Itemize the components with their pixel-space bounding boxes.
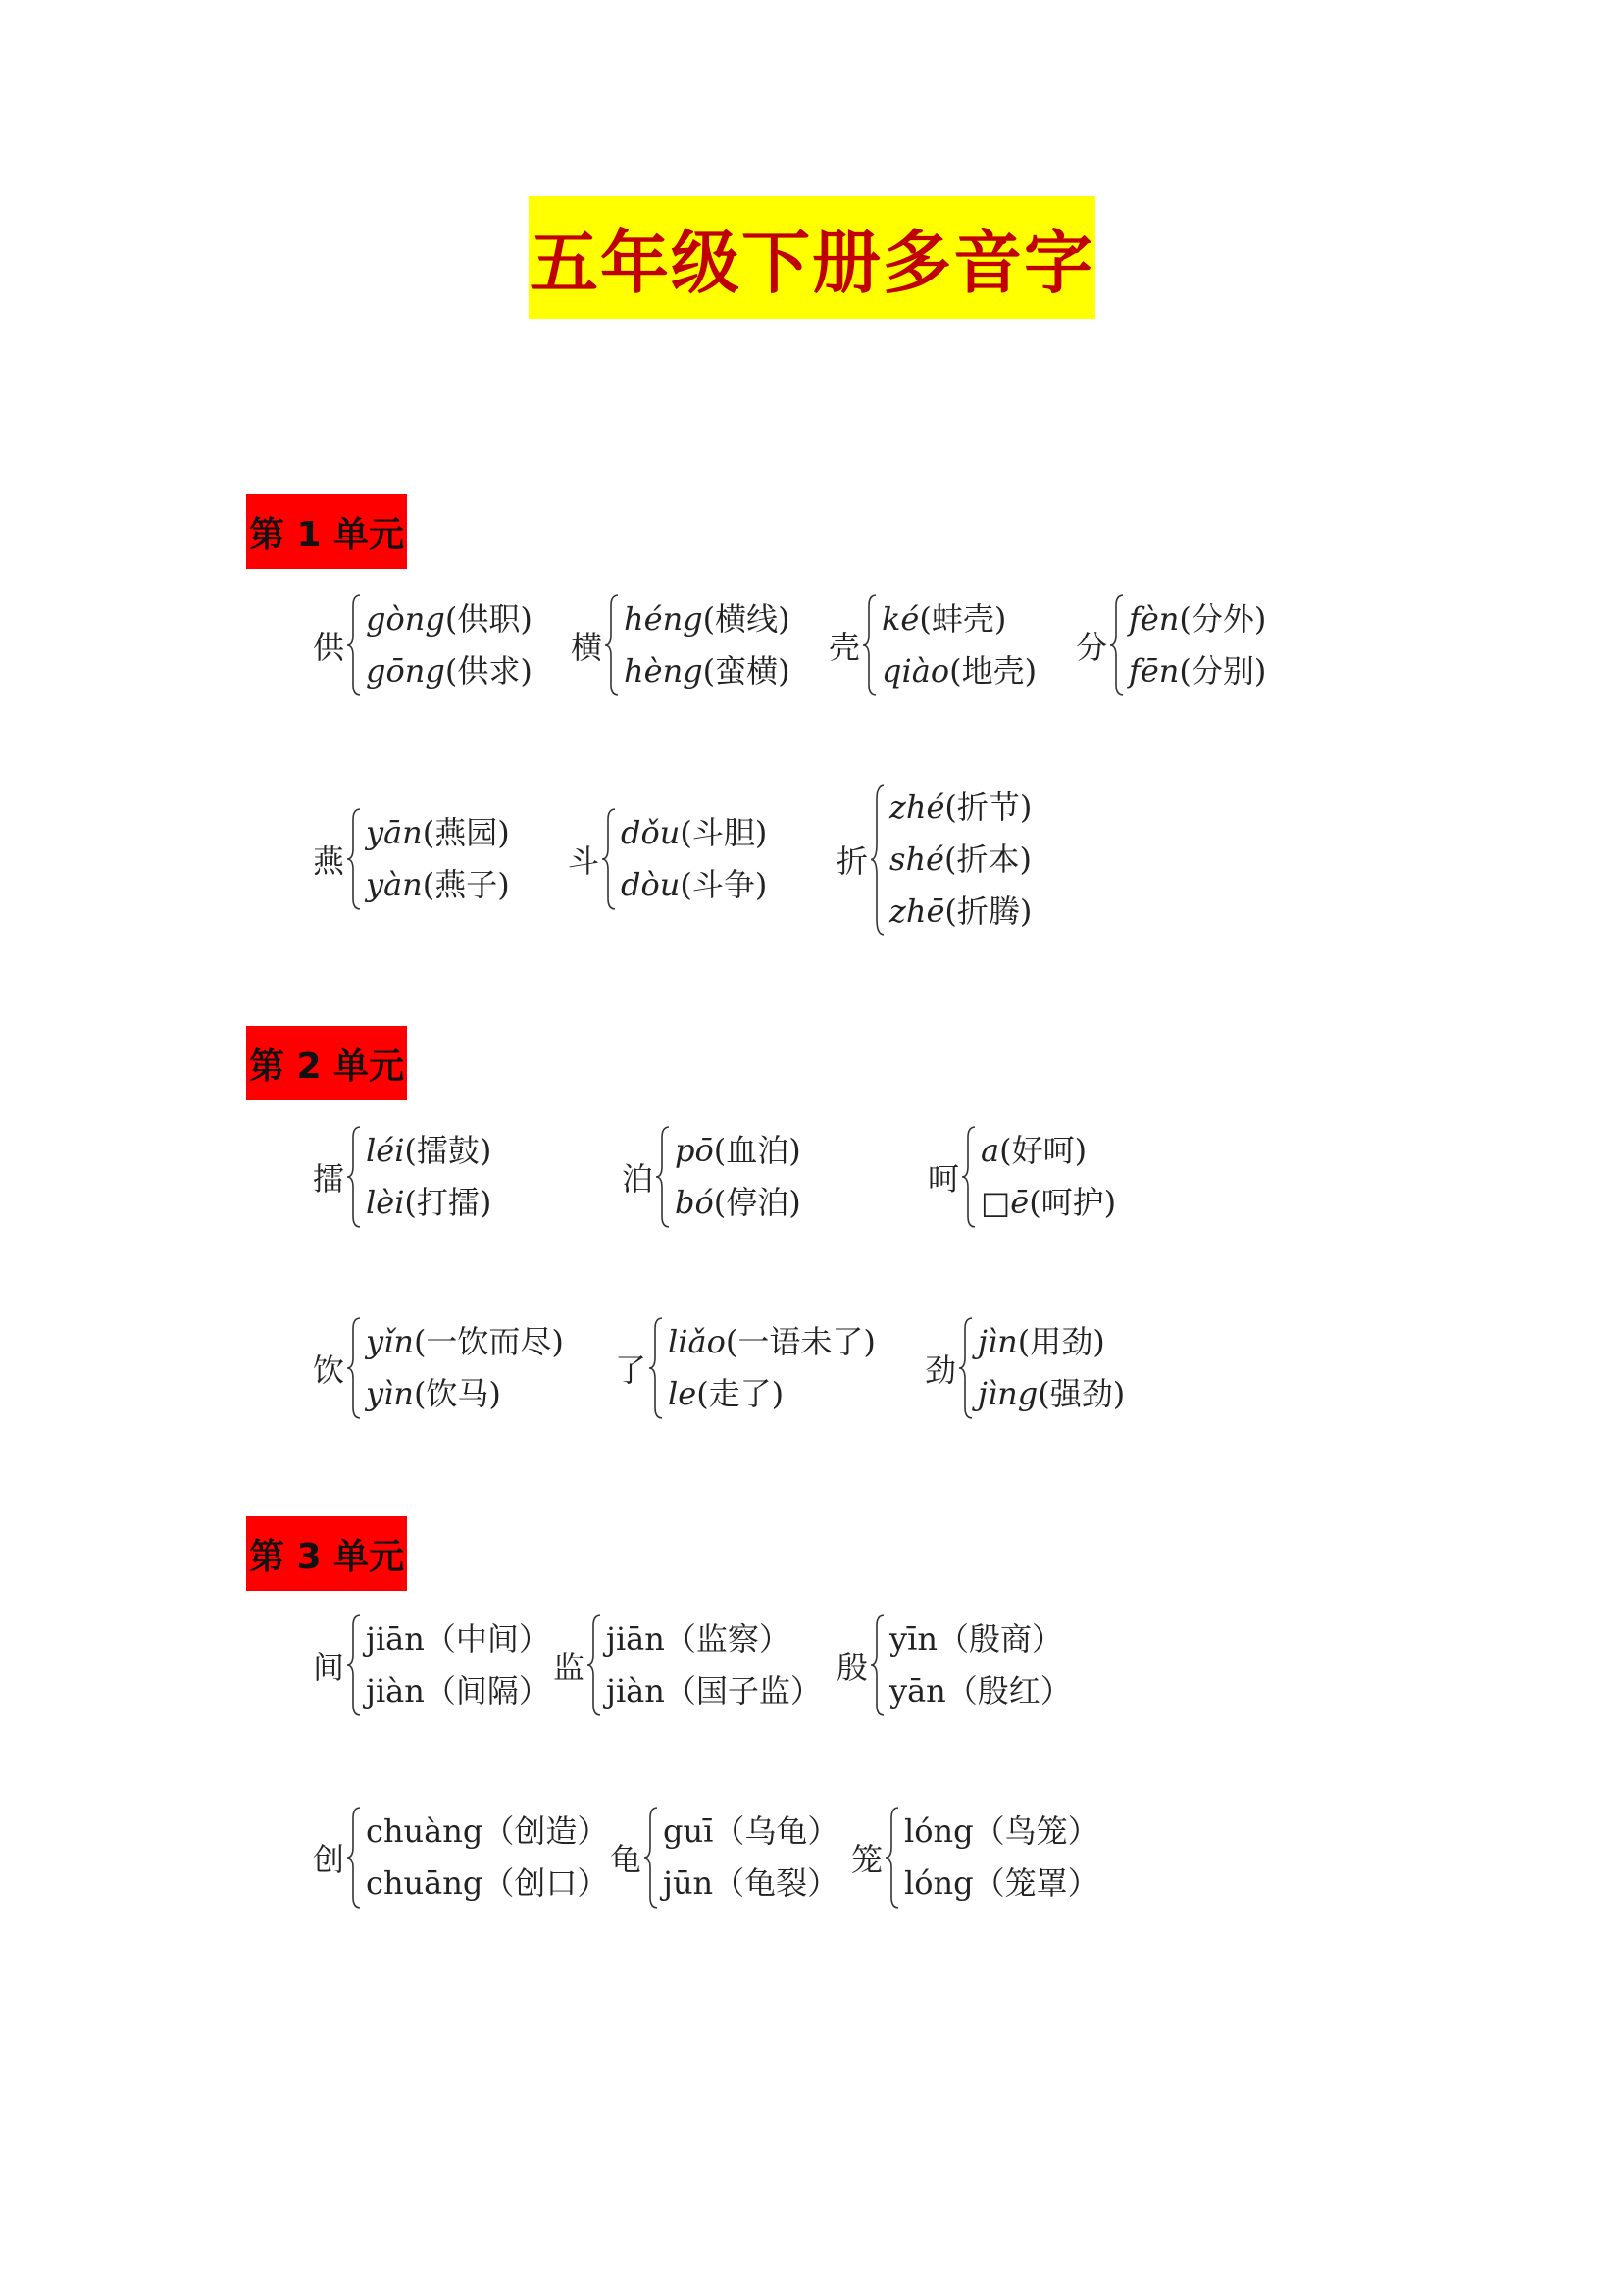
brace-icon — [346, 807, 362, 911]
pinyin: □ē — [981, 1184, 1030, 1221]
brace-icon — [1109, 593, 1125, 697]
example-word: （间隔） — [424, 1672, 550, 1709]
readings-list — [889, 782, 1032, 938]
readings-list — [621, 807, 767, 911]
brace-icon — [655, 1125, 671, 1229]
polyphone-char: 擂 — [313, 1160, 345, 1198]
reading-item — [981, 1177, 1116, 1229]
polyphone-group — [837, 782, 1032, 938]
polyphone-group — [313, 593, 533, 697]
polyphone-group — [851, 1806, 1099, 1910]
brace-icon — [601, 807, 617, 911]
pinyin: dǒu — [621, 814, 681, 851]
polyphone-group — [313, 1316, 564, 1420]
reading-item — [904, 1806, 1099, 1858]
example-word: (停泊) — [713, 1184, 801, 1221]
reading-item — [624, 645, 790, 697]
pinyin: yān — [366, 814, 423, 851]
readings-list — [366, 1806, 608, 1910]
reading-item — [663, 1806, 838, 1858]
pinyin: zhē — [889, 892, 945, 930]
example-word: (呵护) — [1029, 1184, 1117, 1221]
reading-item — [366, 593, 533, 645]
polyphone-group — [928, 1125, 1116, 1229]
pinyin: zhé — [889, 788, 945, 826]
pinyin: hèng — [624, 652, 703, 689]
pinyin: le — [668, 1375, 697, 1412]
example-word: （龟裂） — [713, 1864, 839, 1902]
reading-item — [882, 645, 1037, 697]
polyphone-group — [610, 1806, 838, 1910]
polyphone-group — [313, 1125, 491, 1229]
pinyin: bó — [675, 1184, 714, 1221]
polyphone-group — [622, 1125, 801, 1229]
polyphone-char: 泊 — [622, 1160, 654, 1198]
polyphone-char: 折 — [837, 842, 869, 880]
example-word: (斗胆) — [680, 814, 768, 851]
reading-item — [624, 593, 790, 645]
brace-icon — [961, 1125, 977, 1229]
example-word: (强劲) — [1038, 1375, 1126, 1412]
brace-icon — [604, 593, 620, 697]
polyphone-char: 壳 — [829, 629, 861, 666]
polyphone-char: 供 — [313, 629, 345, 666]
example-word: (折节) — [944, 788, 1033, 826]
reading-item — [366, 645, 533, 697]
pinyin: lóng — [904, 1812, 974, 1850]
readings-list — [663, 1806, 838, 1910]
pinyin: jūn — [663, 1864, 714, 1902]
example-word: (斗争) — [680, 866, 768, 903]
polyphone-group — [553, 1613, 822, 1717]
example-word: （殷商） — [937, 1620, 1063, 1658]
reading-item — [882, 593, 1037, 645]
reading-item — [904, 1858, 1099, 1910]
pinyin: ké — [882, 600, 920, 638]
pinyin: yǐn — [366, 1323, 414, 1360]
pinyin: jìng — [978, 1375, 1039, 1412]
readings-list — [668, 1316, 876, 1420]
reading-item — [366, 1177, 491, 1229]
brace-icon — [862, 593, 878, 697]
polyphone-char: 了 — [615, 1352, 647, 1389]
pinyin: jiàn — [366, 1672, 425, 1709]
reading-item — [366, 1858, 608, 1910]
pinyin: fèn — [1129, 600, 1180, 638]
example-word: (分别) — [1179, 652, 1267, 689]
polyphone-char: 分 — [1076, 629, 1108, 666]
readings-list — [1129, 593, 1266, 697]
polyphone-group — [313, 1613, 550, 1717]
reading-item — [366, 859, 510, 911]
reading-item — [366, 1125, 491, 1177]
pinyin: chuàng — [366, 1812, 483, 1850]
polyphone-group — [925, 1316, 1125, 1420]
pinyin: a — [981, 1132, 1000, 1169]
reading-item — [889, 834, 1032, 886]
example-word: (血泊) — [713, 1132, 801, 1169]
brace-icon — [870, 1613, 886, 1717]
pinyin: jìn — [978, 1323, 1018, 1360]
pinyin: yàn — [366, 866, 423, 903]
example-word: (燕子) — [422, 866, 510, 903]
pinyin: jiān — [606, 1620, 665, 1658]
brace-icon — [643, 1806, 659, 1910]
reading-item — [606, 1613, 822, 1665]
example-word: (用劲) — [1017, 1323, 1105, 1360]
readings-list — [366, 1316, 564, 1420]
example-word: (折本) — [943, 840, 1032, 878]
example-word: （创口） — [482, 1864, 609, 1902]
polyphone-char: 呵 — [928, 1160, 960, 1198]
example-word: (走了) — [696, 1375, 785, 1412]
reading-item — [675, 1125, 801, 1177]
example-word: （监察） — [664, 1620, 790, 1658]
pinyin: yīn — [889, 1620, 938, 1658]
pinyin: héng — [624, 600, 703, 638]
pinyin: léi — [366, 1132, 405, 1169]
brace-icon — [958, 1316, 974, 1420]
polyphone-char: 劲 — [925, 1352, 957, 1389]
polyphone-char: 笼 — [851, 1841, 884, 1878]
example-word: （国子监） — [664, 1672, 822, 1709]
pinyin: liǎo — [668, 1323, 726, 1360]
pinyin: fēn — [1129, 652, 1180, 689]
reading-item — [1129, 645, 1266, 697]
example-word: （创造） — [482, 1812, 609, 1850]
example-word: （鸟笼） — [973, 1812, 1099, 1850]
reading-item — [889, 1613, 1072, 1665]
polyphone-char: 监 — [553, 1649, 585, 1686]
reading-item — [366, 1806, 608, 1858]
example-word: （笼罩） — [973, 1864, 1099, 1902]
reading-item — [889, 1665, 1072, 1717]
polyphone-char: 龟 — [610, 1841, 642, 1878]
reading-item — [978, 1368, 1125, 1420]
brace-icon — [346, 1806, 362, 1910]
pinyin: shé — [889, 840, 944, 878]
brace-icon — [346, 1613, 362, 1717]
polyphone-char: 横 — [571, 629, 603, 666]
polyphone-group — [313, 807, 510, 911]
example-word: (一语未了) — [725, 1323, 876, 1360]
example-word: (供求) — [444, 652, 533, 689]
reading-item — [366, 1665, 550, 1717]
readings-list — [366, 1125, 491, 1229]
example-word: （殷红） — [945, 1672, 1072, 1709]
pinyin: pō — [675, 1132, 714, 1169]
brace-icon — [346, 1316, 362, 1420]
polyphone-group — [829, 593, 1037, 697]
example-word: (饮马) — [413, 1375, 501, 1412]
reading-item — [366, 1613, 550, 1665]
brace-icon — [885, 1806, 900, 1910]
example-word: (擂鼓) — [404, 1132, 492, 1169]
page-title: 五年级下册多音字 — [529, 196, 1095, 319]
readings-list — [675, 1125, 801, 1229]
reading-item — [668, 1368, 876, 1420]
reading-item — [606, 1665, 822, 1717]
example-word: (供职) — [444, 600, 533, 638]
reading-item — [621, 807, 767, 859]
example-word: (横线) — [702, 600, 790, 638]
reading-item — [366, 807, 510, 859]
polyphone-char: 创 — [313, 1841, 345, 1878]
reading-item — [889, 886, 1032, 938]
pinyin: yìn — [366, 1375, 414, 1412]
polyphone-group — [568, 807, 767, 911]
example-word: (燕园) — [422, 814, 510, 851]
example-word: （乌龟） — [713, 1812, 839, 1850]
readings-list — [366, 1613, 550, 1717]
pinyin: lèi — [366, 1184, 405, 1221]
polyphone-char: 斗 — [568, 842, 600, 880]
polyphone-char: 燕 — [313, 842, 345, 880]
reading-item — [978, 1316, 1125, 1368]
reading-item — [621, 859, 767, 911]
brace-icon — [346, 1125, 362, 1229]
polyphone-group — [1076, 593, 1266, 697]
example-word: (蛮横) — [702, 652, 790, 689]
readings-list — [366, 593, 533, 697]
example-word: (地壳) — [949, 652, 1038, 689]
readings-list — [978, 1316, 1125, 1420]
reading-item — [366, 1368, 564, 1420]
readings-list — [624, 593, 790, 697]
readings-list — [606, 1613, 822, 1717]
brace-icon — [586, 1613, 602, 1717]
example-word: (好呵) — [999, 1132, 1088, 1169]
reading-item — [981, 1125, 1116, 1177]
pinyin: dòu — [621, 866, 681, 903]
polyphone-group — [837, 1613, 1072, 1717]
pinyin: gòng — [366, 600, 445, 638]
unit-heading: 第 1 单元 — [246, 494, 407, 569]
example-word: (折腾) — [944, 892, 1033, 930]
pinyin: jiàn — [606, 1672, 665, 1709]
reading-item — [675, 1177, 801, 1229]
readings-list — [882, 593, 1037, 697]
polyphone-group — [615, 1316, 876, 1420]
pinyin: guī — [663, 1812, 714, 1850]
polyphone-group — [313, 1806, 608, 1910]
reading-item — [668, 1316, 876, 1368]
readings-list — [889, 1613, 1072, 1717]
unit-heading: 第 2 单元 — [246, 1026, 407, 1100]
pinyin: qiào — [882, 652, 950, 689]
brace-icon — [648, 1316, 664, 1420]
polyphone-group — [571, 593, 790, 697]
brace-icon — [346, 593, 362, 697]
reading-item — [366, 1316, 564, 1368]
example-word: (蚌壳) — [919, 600, 1007, 638]
polyphone-char: 殷 — [837, 1649, 869, 1686]
example-word: （中间） — [424, 1620, 550, 1658]
readings-list — [366, 807, 510, 911]
pinyin: lóng — [904, 1864, 974, 1902]
reading-item — [1129, 593, 1266, 645]
polyphone-char: 饮 — [313, 1352, 345, 1389]
pinyin: jiān — [366, 1620, 425, 1658]
example-word: (分外) — [1179, 600, 1267, 638]
pinyin: gōng — [366, 652, 445, 689]
brace-icon — [870, 782, 886, 938]
reading-item — [663, 1858, 838, 1910]
example-word: (一饮而尽) — [413, 1323, 564, 1360]
unit-heading: 第 3 单元 — [246, 1516, 407, 1591]
readings-list — [981, 1125, 1116, 1229]
example-word: (打擂) — [404, 1184, 492, 1221]
pinyin: chuāng — [366, 1864, 483, 1902]
reading-item — [889, 782, 1032, 834]
pinyin: yān — [889, 1672, 946, 1709]
polyphone-char: 间 — [313, 1649, 345, 1686]
readings-list — [904, 1806, 1099, 1910]
